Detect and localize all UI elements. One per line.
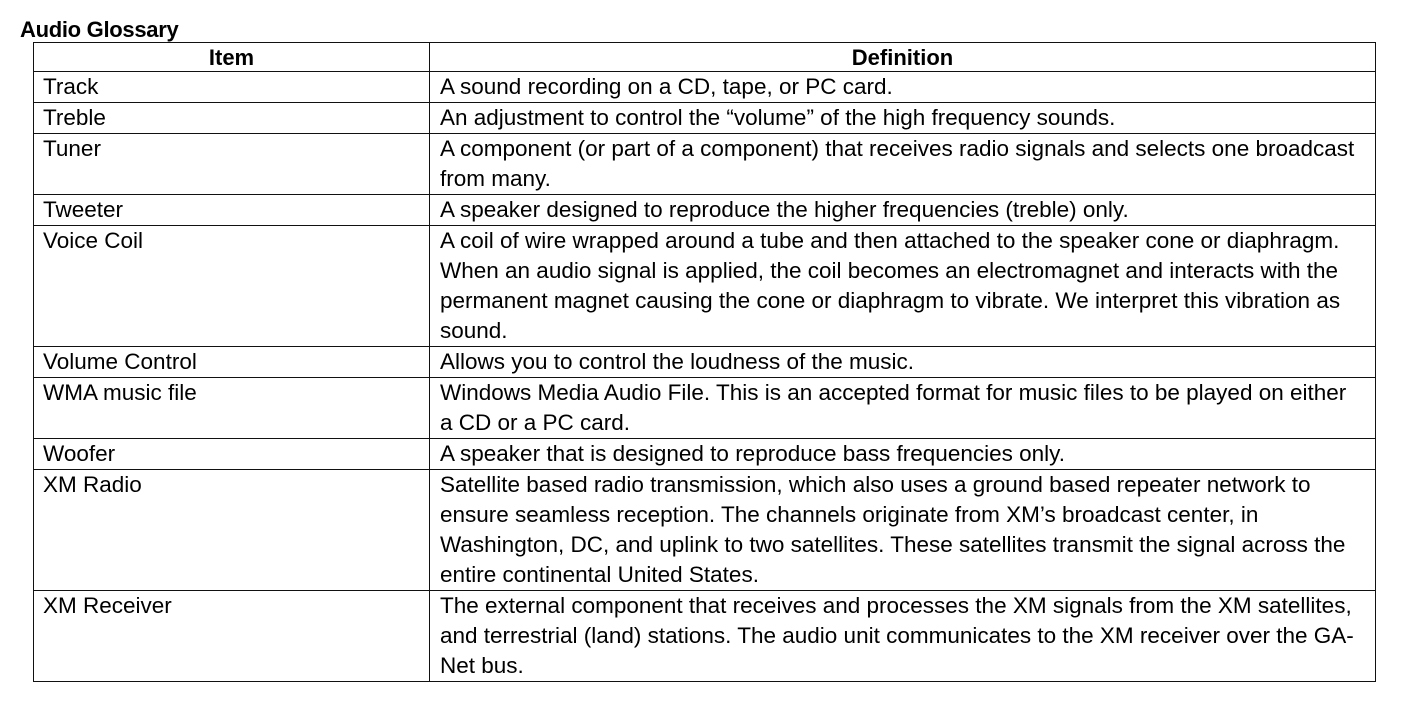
glossary-definition: Windows Media Audio File. This is an accepted format for music files to be played on either a CD or a PC card. — [430, 378, 1376, 439]
table-row — [34, 470, 1376, 591]
glossary-term: XM Radio — [34, 470, 430, 591]
glossary-definition: A speaker designed to reproduce the higher frequencies (treble) only. — [430, 195, 1376, 226]
column-header-item: Item — [34, 43, 430, 72]
table-row — [34, 72, 1376, 103]
glossary-term: Track — [34, 72, 430, 103]
table-row — [34, 378, 1376, 439]
table-row — [34, 103, 1376, 134]
table-row — [34, 591, 1376, 682]
glossary-term: WMA music file — [34, 378, 430, 439]
glossary-definition: Satellite based radio transmission, which also uses a ground based repeater network to ensure seamless reception. The channels originate from XM’s broadcast center, in Washington, DC, and uplink to two satellites. These satellites transmit the signal across the entire continental United States. — [430, 470, 1376, 591]
glossary-definition: A component (or part of a component) that receives radio signals and selects one broadcast from many. — [430, 134, 1376, 195]
glossary-definition: A coil of wire wrapped around a tube and then attached to the speaker cone or diaphragm. When an audio signal is applied, the coil becomes an electromagnet and interacts with the permanent magnet causing the cone or diaphragm to vibrate. We interpret this vibration as sound. — [430, 226, 1376, 347]
glossary-definition: The external component that receives and processes the XM signals from the XM satellites, and terrestrial (land) stations. The audio unit communicates to the XM receiver over the GA-Net bus. — [430, 591, 1376, 682]
column-header-definition: Definition — [430, 43, 1376, 72]
glossary-term: Voice Coil — [34, 226, 430, 347]
glossary-term: Tweeter — [34, 195, 430, 226]
page-title: Audio Glossary — [20, 17, 179, 42]
table-row — [34, 134, 1376, 195]
glossary-term: XM Receiver — [34, 591, 430, 682]
table-row — [34, 226, 1376, 347]
glossary-table — [33, 42, 1376, 682]
glossary-definition: A speaker that is designed to reproduce bass frequencies only. — [430, 439, 1376, 470]
glossary-definition: An adjustment to control the “volume” of the high frequency sounds. — [430, 103, 1376, 134]
table-row — [34, 195, 1376, 226]
table-row — [34, 347, 1376, 378]
glossary-term: Tuner — [34, 134, 430, 195]
table-row — [34, 439, 1376, 470]
glossary-term: Treble — [34, 103, 430, 134]
glossary-definition: Allows you to control the loudness of the music. — [430, 347, 1376, 378]
table-header-row — [34, 43, 1376, 72]
glossary-term: Volume Control — [34, 347, 430, 378]
glossary-term: Woofer — [34, 439, 430, 470]
glossary-definition: A sound recording on a CD, tape, or PC card. — [430, 72, 1376, 103]
